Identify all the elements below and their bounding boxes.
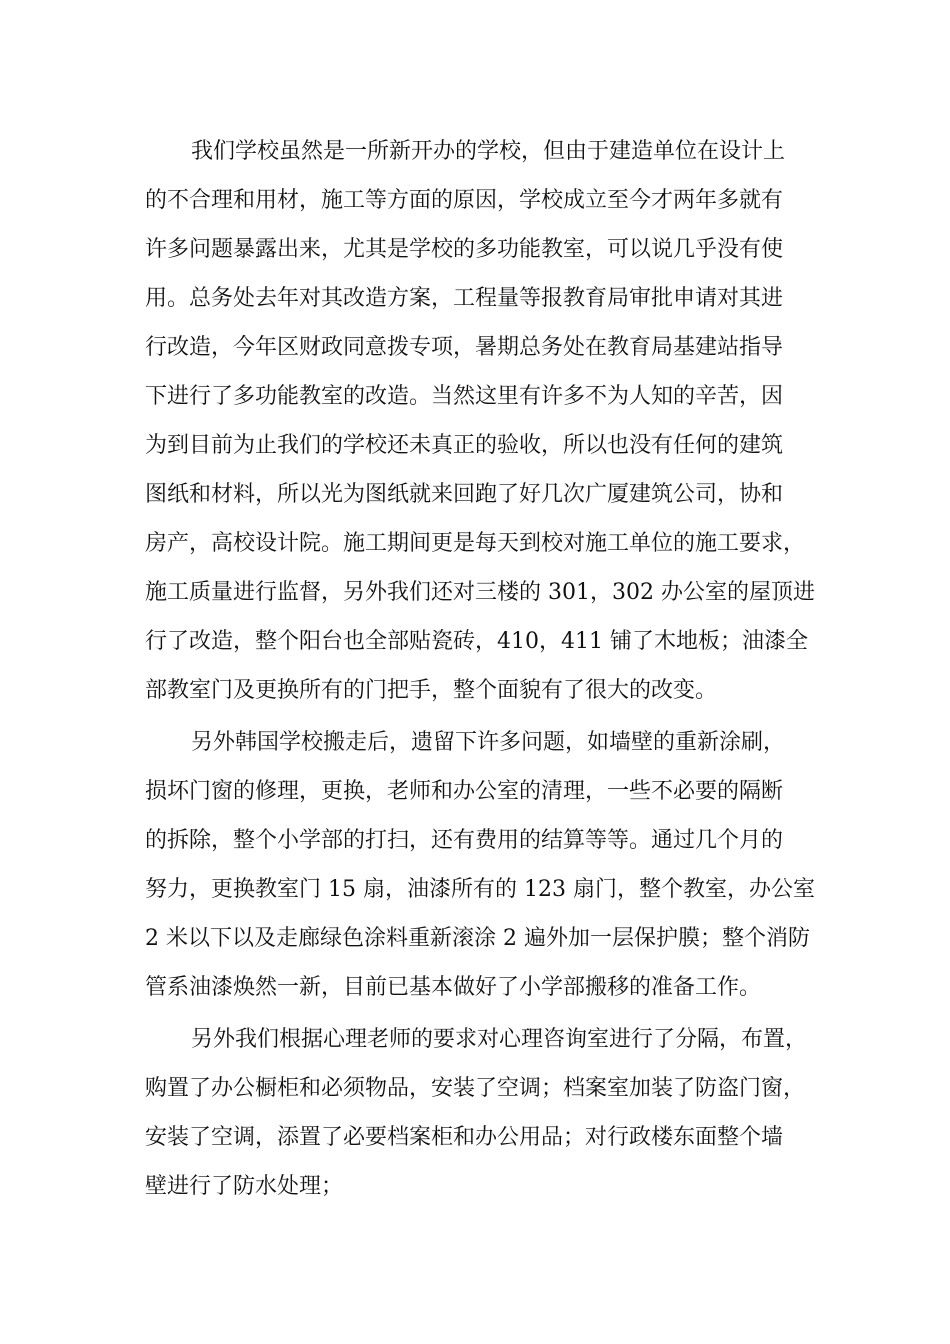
text-line: 购置了办公橱柜和必须物品，安装了空调；档案室加装了防盗门窗，	[145, 1076, 806, 1101]
text-line: 2 米以下以及走廊绿色涂料重新滚涂 2 遍外加一层保护膜；整个消防	[145, 926, 810, 951]
text-line: 部教室门及更换所有的门把手，整个面貌有了很大的改变。	[145, 678, 718, 703]
text-line: 为到目前为止我们的学校还未真正的验收，所以也没有任何的建筑	[145, 433, 784, 458]
text-line: 努力，更换教室门 15 扇，油漆所有的 123 扇门，整个教室，办公室	[145, 877, 815, 902]
text-line: 的拆除，整个小学部的打扫，还有费用的结算等等。通过几个月的	[145, 828, 784, 853]
text-line: 图纸和材料，所以光为图纸就来回跑了好几次广厦建筑公司，协和	[145, 482, 784, 507]
text-line: 安装了空调，添置了必要档案柜和办公用品；对行政楼东面整个墙	[145, 1125, 784, 1150]
text-line: 另外我们根据心理老师的要求对心理咨询室进行了分隔，布置，	[191, 1027, 808, 1052]
text-line: 损坏门窗的修理，更换，老师和办公室的清理，一些不必要的隔断	[145, 779, 784, 804]
text-line: 我们学校虽然是一所新开办的学校，但由于建造单位在设计上	[191, 139, 786, 164]
text-line: 施工质量进行监督，另外我们还对三楼的 301，302 办公室的屋顶进	[145, 580, 815, 605]
text-line: 行了改造，整个阳台也全部贴瓷砖，410，411 铺了木地板；油漆全	[145, 629, 808, 654]
text-line: 另外韩国学校搬走后，遗留下许多问题，如墙壁的重新涂刷，	[191, 730, 786, 755]
text-line: 房产，高校设计院。施工期间更是每天到校对施工单位的施工要求，	[145, 531, 806, 556]
text-line: 的不合理和用材，施工等方面的原因，学校成立至今才两年多就有	[145, 188, 784, 213]
text-line: 许多问题暴露出来，尤其是学校的多功能教室，可以说几乎没有使	[145, 237, 784, 262]
text-line: 管系油漆焕然一新，目前已基本做好了小学部搬移的准备工作。	[145, 975, 762, 1000]
text-line: 行改造，今年区财政同意拨专项，暑期总务处在教育局基建站指导	[145, 335, 784, 360]
text-line: 下进行了多功能教室的改造。当然这里有许多不为人知的辛苦，因	[145, 384, 784, 409]
text-line: 壁进行了防水处理；	[145, 1174, 344, 1199]
text-line: 用。总务处去年对其改造方案，工程量等报教育局审批申请对其进	[145, 286, 784, 311]
